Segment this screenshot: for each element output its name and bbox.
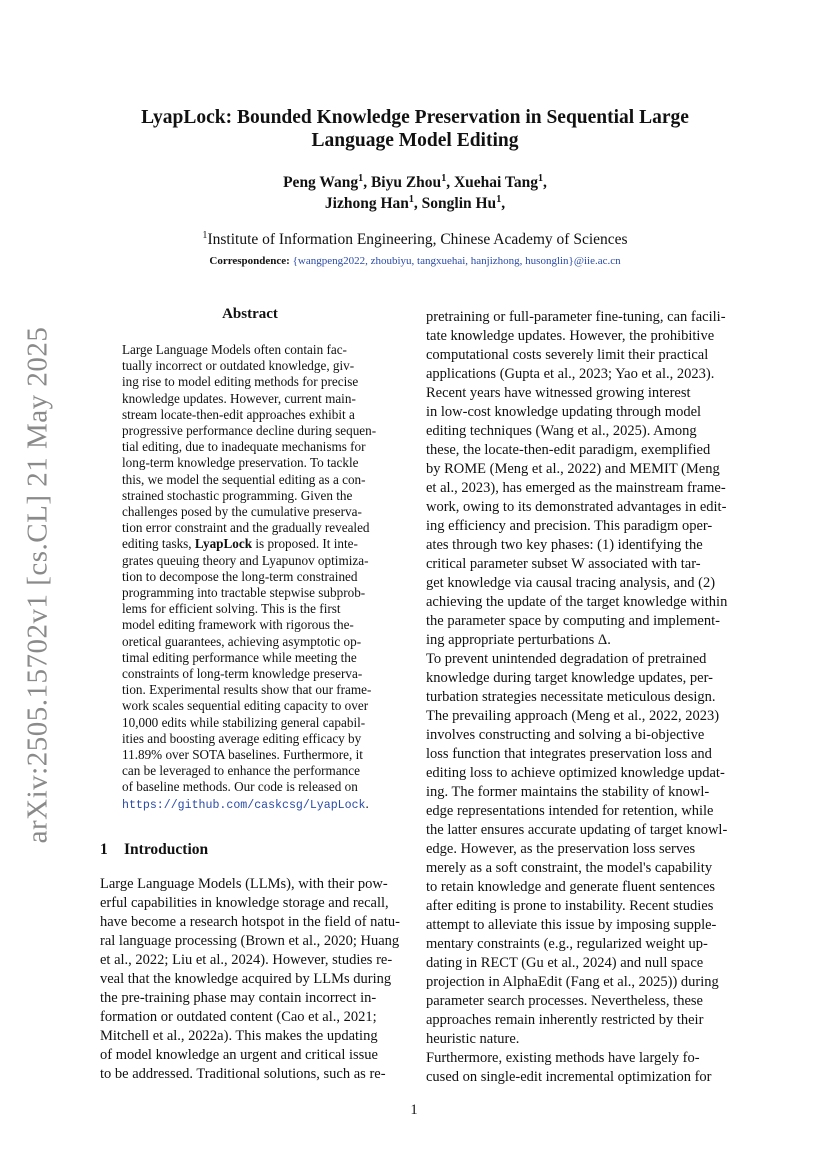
abstract-line: tial editing, due to inadequate mechanisms for bbox=[122, 439, 366, 455]
body-line: ing. The former maintains the stability of knowl- bbox=[426, 784, 710, 800]
body-line: dating in RECT (Gu et al., 2024) and null space bbox=[426, 955, 704, 971]
body-line: to retain knowledge and generate fluent sentences bbox=[426, 879, 716, 895]
abstract-line: tion error constraint and the gradually revealed bbox=[122, 520, 370, 536]
body-line: ral language processing (Brown et al., 2020; Huang bbox=[100, 933, 400, 949]
author-affil-mark: 1 bbox=[537, 172, 544, 184]
body-line: by ROME (Meng et al., 2022) and MEMIT (Meng bbox=[426, 461, 720, 477]
abstract-line: model editing framework with rigorous the- bbox=[122, 617, 354, 633]
body-line: Recent years have witnessed growing interest bbox=[426, 385, 691, 401]
abstract-code-line: https://github.com/caskcsg/LyapLock. bbox=[122, 795, 369, 812]
body-line: veal that the knowledge acquired by LLMs during bbox=[100, 971, 392, 987]
body-line: heuristic nature. bbox=[426, 1031, 520, 1047]
body-line: critical parameter subset W associated with tar- bbox=[426, 556, 701, 572]
abstract-line: constraints of long-term knowledge preserva- bbox=[122, 666, 363, 682]
body-line: work, owing to its demonstrated advantages in edit- bbox=[426, 499, 727, 515]
author-affil-mark: 1 bbox=[441, 172, 447, 184]
body-line: approaches remain inherently restricted by their bbox=[426, 1012, 704, 1028]
body-line: computational costs severely limit their practical bbox=[426, 347, 709, 363]
body-line: ates through two key phases: (1) identifying the bbox=[426, 537, 703, 553]
body-line: parameter search processes. Nevertheless, these bbox=[426, 993, 703, 1009]
abstract-heading: Abstract bbox=[222, 306, 278, 322]
page-number: 1 bbox=[410, 1102, 418, 1118]
body-line: editing techniques (Wang et al., 2025). Among bbox=[426, 423, 697, 439]
section-number: 1 bbox=[100, 841, 108, 858]
abstract-line: of baseline methods. Our code is released on bbox=[122, 779, 358, 795]
right-column-body bbox=[426, 308, 731, 1087]
section-title: Introduction bbox=[124, 841, 209, 858]
abstract-line: 10,000 edits while stabilizing general capabil- bbox=[122, 714, 366, 730]
body-line: formation or outdated content (Cao et al., 2021; bbox=[100, 1009, 377, 1025]
body-line: after editing is prone to instability. Recent studies bbox=[426, 898, 714, 914]
body-line: cused on single-edit incremental optimization for bbox=[426, 1069, 712, 1085]
body-line: erful capabilities in knowledge storage and recall, bbox=[100, 895, 389, 911]
author-line-1: Peng Wang$^1$, Biyu Zhou$^1$, Xuehai Tang$^1$, bbox=[283, 172, 547, 191]
author-list bbox=[100, 172, 730, 214]
body-line: the pre-training phase may contain incorrect in- bbox=[100, 990, 377, 1006]
abstract-line: ing rise to model editing methods for precise bbox=[122, 374, 359, 390]
body-line: pretraining or full-parameter fine-tuning, can facili- bbox=[426, 309, 726, 325]
body-line: editing loss to achieve optimized knowledge updat- bbox=[426, 765, 725, 781]
body-line: edge. However, as the preservation loss serves bbox=[426, 841, 696, 857]
abstract-line: oretical guarantees, achieving asymptotic op- bbox=[122, 633, 362, 649]
correspondence bbox=[100, 254, 730, 269]
bold-term: LyapLock bbox=[194, 536, 253, 552]
abstract-line: lems for efficient solving. This is the first bbox=[122, 601, 341, 617]
body-line: these, the locate-then-edit paradigm, exemplified bbox=[426, 442, 711, 458]
abstract-line: tion to decompose the long-term constrained bbox=[122, 568, 358, 584]
body-line: the parameter space by computing and implement- bbox=[426, 613, 720, 629]
correspondence-label: Correspondence: bbox=[209, 255, 290, 267]
body-line: applications (Gupta et al., 2023; Yao et al., 2023). bbox=[426, 366, 715, 382]
body-line: turbation strategies necessitate meticulous design. bbox=[426, 689, 716, 705]
body-line: attempt to alleviate this issue by imposing supple- bbox=[426, 917, 717, 933]
body-line: ing appropriate perturbations Δ. bbox=[426, 632, 611, 648]
arxiv-identifier: arXiv:2505.15702v1 [cs.CL] 21 May 2025 bbox=[21, 326, 54, 844]
abstract-line: 11.89% over SOTA baselines. Furthermore, it bbox=[122, 747, 363, 763]
abstract-line: this, we model the sequential editing as a con- bbox=[122, 471, 366, 487]
abstract-body bbox=[122, 342, 379, 814]
body-line: Furthermore, existing methods have largely fo- bbox=[426, 1050, 700, 1066]
body-line: projection in AlphaEdit (Fang et al., 2025)) during bbox=[426, 974, 719, 990]
body-line: have become a research hotspot in the field of natu- bbox=[100, 914, 400, 930]
left-column-body bbox=[100, 875, 405, 1084]
abstract-line: challenges posed by the cumulative preserva- bbox=[122, 504, 362, 520]
author-name: Biyu Zhou bbox=[370, 174, 442, 191]
body-line: achieving the update of the target knowledge within bbox=[426, 594, 728, 610]
abstract-line: grates queuing theory and Lyapunov optimiza- bbox=[122, 552, 369, 568]
abstract-line: programming into tractable stepwise subprob- bbox=[122, 585, 366, 601]
abstract-line: progressive performance decline during sequen- bbox=[122, 423, 377, 439]
author-affil-mark: 1 bbox=[408, 193, 414, 205]
abstract-line: work scales sequential editing capacity to over bbox=[122, 698, 369, 714]
abstract-line: editing tasks, LyapLock is proposed. It inte- bbox=[122, 536, 358, 552]
abstract-line: stream locate-then-edit approaches exhibit a bbox=[122, 406, 355, 422]
abstract-line: can be leveraged to enhance the performance bbox=[122, 763, 360, 779]
body-line: knowledge during target knowledge updates, per- bbox=[426, 670, 713, 686]
body-line: merely as a soft constraint, the model's capability bbox=[426, 860, 713, 876]
abstract-line: timal editing performance while meeting the bbox=[122, 649, 357, 665]
title-line-2: Language Model Editing bbox=[311, 130, 519, 151]
body-line: Large Language Models (LLMs), with their pow- bbox=[100, 876, 388, 892]
body-line: of model knowledge an urgent and critical issue bbox=[100, 1047, 378, 1063]
body-line: Mitchell et al., 2022a). This makes the updating bbox=[100, 1028, 378, 1044]
affiliation-mark: 1 bbox=[202, 229, 208, 241]
body-line: tate knowledge updates. However, the prohibitive bbox=[426, 328, 715, 344]
author-name: Xuehai Tang bbox=[453, 174, 538, 191]
correspondence-emails[interactable]: {wangpeng2022, zhoubiyu, tangxuehai, hanjizhong, husonglin}@iie.ac.cn bbox=[292, 255, 621, 267]
affiliation-text: Institute of Information Engineering, Chinese Academy of Sciences bbox=[207, 231, 628, 248]
title-line-1: LyapLock: Bounded Knowledge Preservation in Sequential Large bbox=[141, 107, 689, 128]
body-line: et al., 2022; Liu et al., 2024). However, studies re- bbox=[100, 952, 393, 968]
abstract-line: tion. Experimental results show that our frame- bbox=[122, 682, 372, 698]
body-line: et al., 2023), has emerged as the mainstream frame- bbox=[426, 480, 726, 496]
author-affil-mark: 1 bbox=[358, 172, 364, 184]
body-line: edge representations intended for retention, while bbox=[426, 803, 714, 819]
abstract-line: knowledge updates. However, current main- bbox=[122, 390, 356, 406]
body-line: to be addressed. Traditional solutions, such as re- bbox=[100, 1066, 386, 1082]
body-line: The prevailing approach (Meng et al., 2022, 2023) bbox=[426, 708, 720, 724]
body-line: the latter ensures accurate updating of target knowl- bbox=[426, 822, 728, 838]
body-line: To prevent unintended degradation of pretrained bbox=[426, 651, 707, 667]
body-line: in low-cost knowledge updating through model bbox=[426, 404, 702, 420]
author-line-2: Jizhong Han$^1$, Songlin Hu$^1$, bbox=[324, 193, 506, 212]
abstract-line: Large Language Models often contain fac- bbox=[122, 342, 347, 357]
body-line: involves constructing and solving a bi-objective bbox=[426, 727, 705, 743]
paper-title bbox=[100, 106, 730, 152]
body-line: loss function that integrates preservation loss and bbox=[426, 746, 712, 762]
body-line: mentary constraints (e.g., regularized weight up- bbox=[426, 936, 708, 952]
body-line: get knowledge via causal tracing analysis, and (2) bbox=[426, 575, 716, 591]
abstract-line: tually incorrect or outdated knowledge, giv- bbox=[122, 358, 355, 374]
code-url-link[interactable]: https://github.com/caskcsg/LyapLock bbox=[122, 798, 366, 812]
author-name: Peng Wang bbox=[283, 174, 359, 191]
abstract-line: ities and boosting average editing efficacy by bbox=[122, 730, 362, 746]
body-line: ing efficiency and precision. This paradigm oper- bbox=[426, 518, 713, 534]
author-name: Songlin Hu bbox=[421, 195, 497, 212]
author-name: Jizhong Han bbox=[324, 195, 409, 212]
abstract-line: long-term knowledge preservation. To tackle bbox=[122, 455, 359, 471]
author-affil-mark: 1 bbox=[496, 193, 502, 205]
affiliation bbox=[100, 230, 730, 250]
abstract-line: strained stochastic programming. Given the bbox=[122, 487, 353, 503]
section-heading-introduction bbox=[100, 841, 208, 859]
